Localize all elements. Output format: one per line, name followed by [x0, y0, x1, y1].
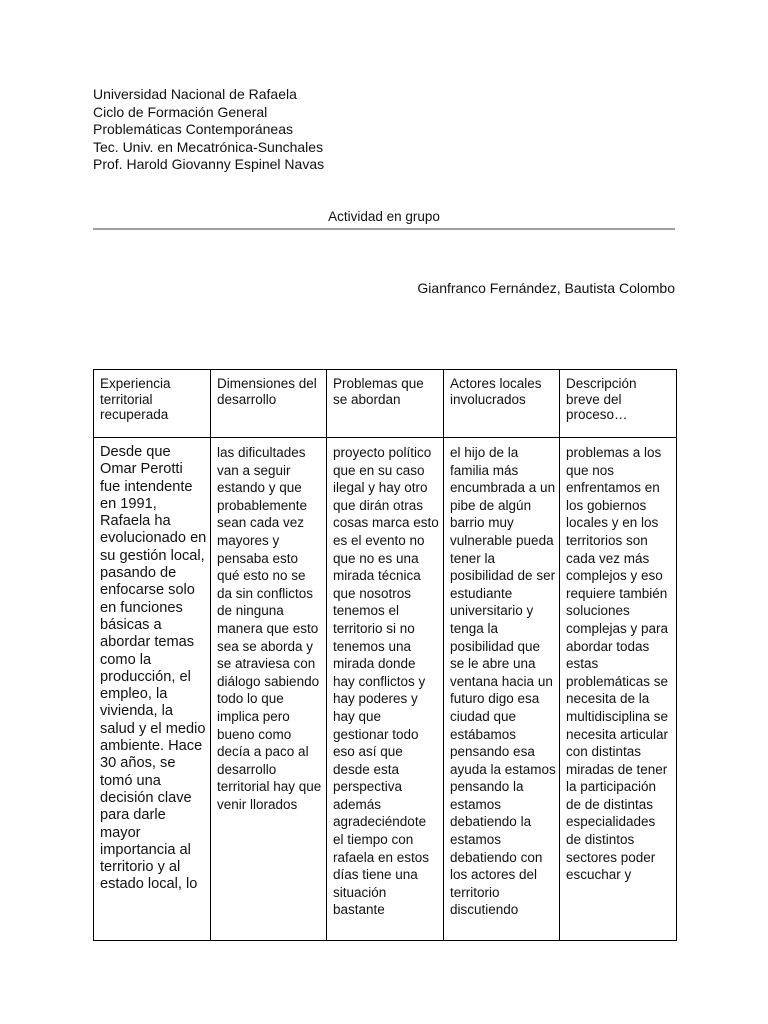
activity-table	[93, 369, 677, 941]
institution-header	[93, 86, 324, 174]
authors-line: Gianfranco Fernández, Bautista Colombo	[417, 280, 675, 296]
subject-name: Problemáticas Contemporáneas	[93, 121, 293, 138]
column-header: Actores locales involucrados	[444, 370, 560, 438]
table-header-row	[94, 370, 677, 438]
column-header: Descripción breve del proceso…	[560, 370, 677, 438]
horizontal-divider	[93, 228, 675, 230]
table-cell-experience: Desde que Omar Perotti fue intendente en 1991, Rafaela ha evolucionado en su gestión local, pasando de enfocarse solo en funciones básicas a abordar temas como la producción, el empleo, la vivienda, la salud y el medio ambiente. Hace 30 años, se tomó una decisión clave para darle mayor importancia al territorio y al estado local, lo	[94, 438, 211, 941]
table-row	[94, 438, 677, 941]
activity-title: Actividad en grupo	[328, 209, 440, 224]
table-cell-dimensions: las dificultades van a seguir estando y que probablemente sean cada vez mayores y pensaba esto qué esto no se da sin conflictos de ninguna manera que esto sea se aborda y se atraviesa con diálogo sabiendo todo lo que implica pero bueno como decía a paco al desarrollo territorial hay que venir llorados	[211, 438, 327, 941]
table-cell-actors: el hijo de la familia más encumbrada a un pibe de algún barrio muy vulnerable pueda tener la posibilidad de ser estudiante universitario y tenga la posibilidad que se le abre una ventana hacia un futuro digo esa ciudad que estábamos pensando esa ayuda la estamos pensando la estamos debatiendo la estamos debatiendo con los actores del territorio discutiendo	[444, 438, 560, 941]
table-cell-problems: proyecto político que en su caso ilegal y hay otro que dirán otras cosas marca esto es el evento no que no es una mirada técnica que nosotros tenemos el territorio si no tenemos una mirada donde hay conflictos y hay poderes y hay que gestionar todo eso así que desde esta perspectiva además agradeciéndote el tiempo con rafaela en estos días tiene una situación bastante	[327, 438, 444, 941]
table-cell-description: problemas a los que nos enfrentamos en los gobiernos locales y en los territorios son cada vez más complejos y eso requiere también soluciones complejas y para abordar todas estas problemáticas se necesita de la multidisciplina se necesita articular con distintas miradas de tener la participación de de distintas especialidades de distintos sectores poder escuchar y	[560, 438, 677, 941]
column-header: Problemas que se abordan	[327, 370, 444, 438]
university-name: Universidad Nacional de Rafaela	[93, 86, 297, 102]
course-cycle: Ciclo de Formación General	[93, 103, 268, 120]
column-header: Dimensiones del desarrollo	[211, 370, 327, 438]
professor-name: Prof. Harold Giovanny Espinel Navas	[93, 156, 325, 173]
column-header: Experiencia territorial recuperada	[94, 370, 211, 438]
degree-program: Tec. Univ. en Mecatrónica-Sunchales	[93, 138, 324, 155]
